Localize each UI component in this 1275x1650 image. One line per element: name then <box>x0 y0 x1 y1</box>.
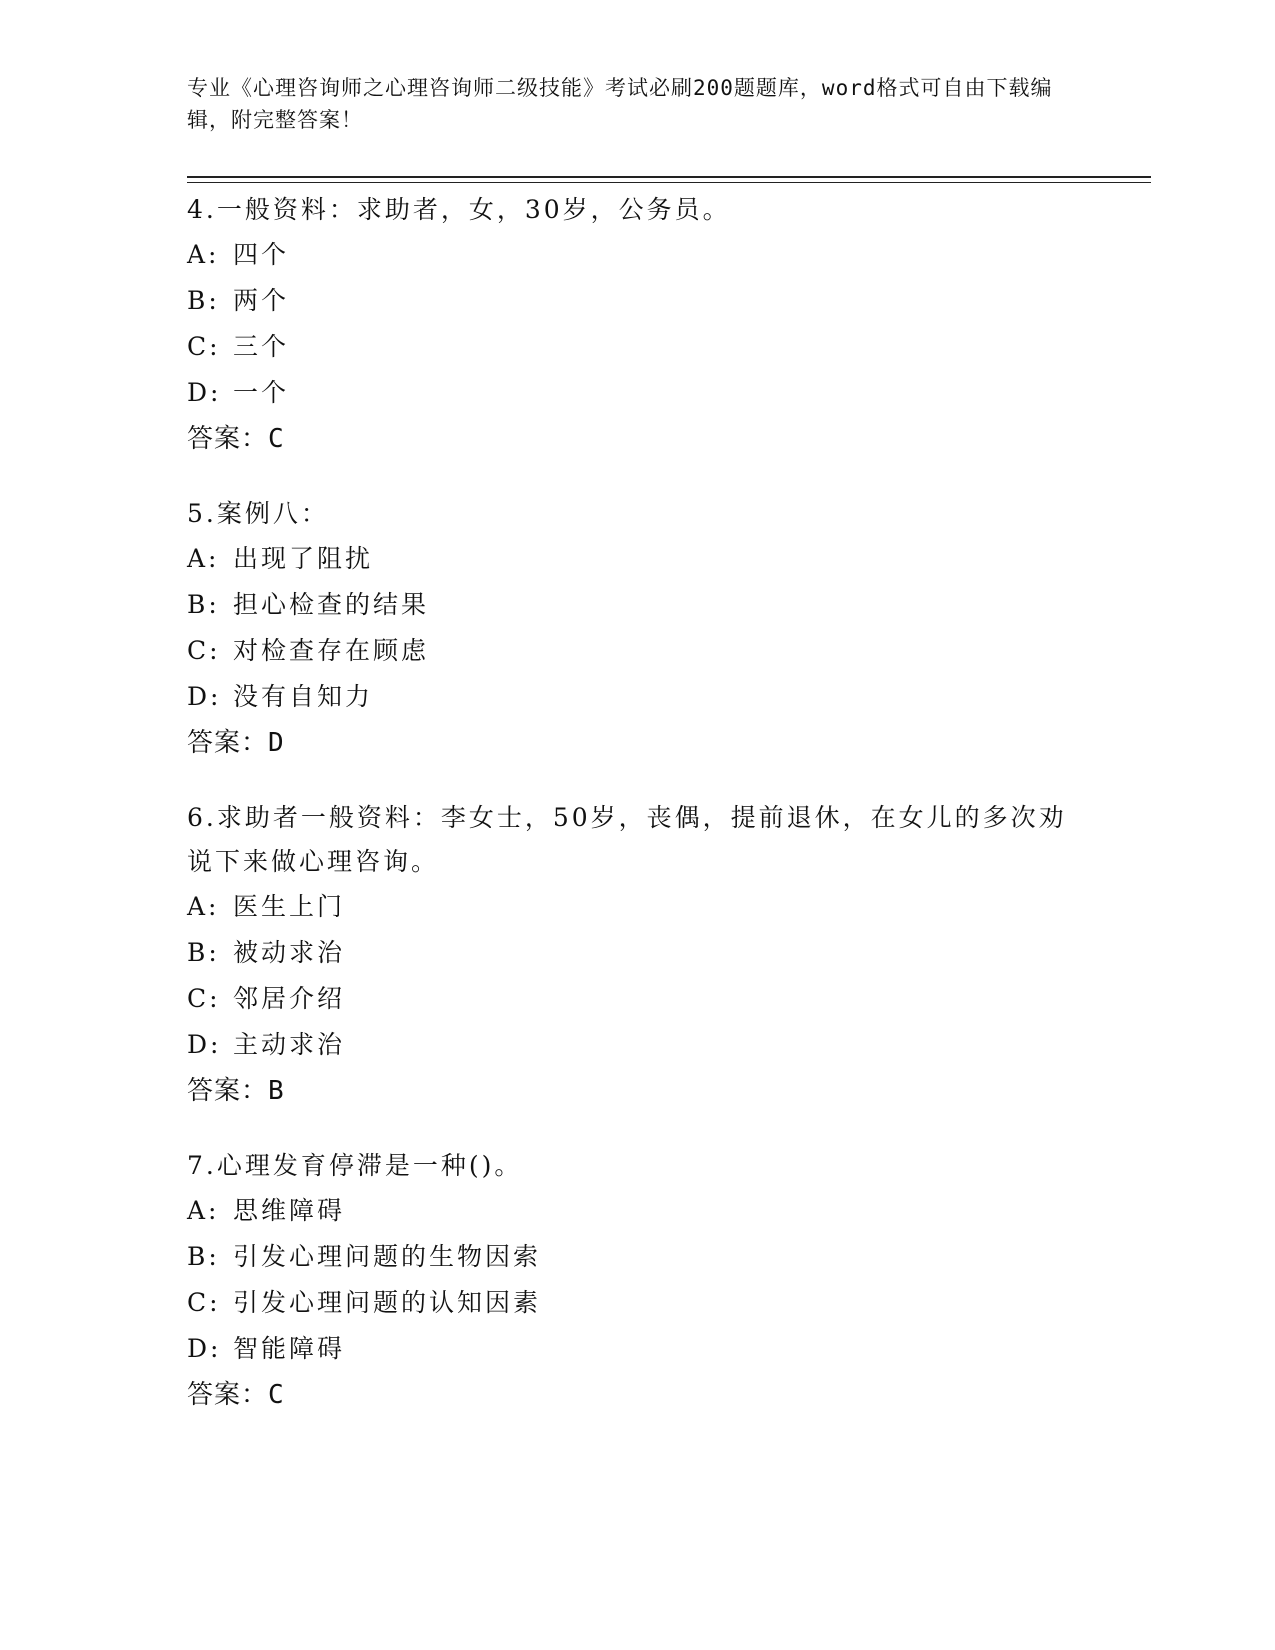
question-item <box>187 492 1087 766</box>
answer-value: C <box>268 424 285 454</box>
option-text: 两个 <box>233 286 290 315</box>
option-text: 主动求治 <box>233 1030 346 1059</box>
option-c <box>187 628 1087 674</box>
answer-line <box>187 416 1087 462</box>
option-text: 担心检查的结果 <box>233 590 430 619</box>
option-text: 引发心理问题的认知因素 <box>233 1288 542 1317</box>
option-letter: D: <box>187 378 222 407</box>
question-stem: 5.案例八： <box>187 499 329 528</box>
option-letter: C: <box>187 636 221 665</box>
answer-label: 答案： <box>187 1076 269 1106</box>
option-a <box>187 884 1087 930</box>
option-letter: A: <box>187 544 220 573</box>
option-letter: D: <box>187 1030 222 1059</box>
question-item <box>187 796 1087 1114</box>
option-b <box>187 930 1087 976</box>
option-a <box>187 536 1087 582</box>
answer-line <box>187 720 1087 766</box>
option-letter: A: <box>187 892 220 921</box>
option-text: 医生上门 <box>233 892 346 921</box>
answer-label: 答案： <box>187 424 269 454</box>
answer-line <box>187 1372 1087 1418</box>
option-d <box>187 1022 1087 1068</box>
option-text: 没有自知力 <box>233 682 374 711</box>
question-item <box>187 188 1087 462</box>
option-text: 对检查存在顾虑 <box>233 636 430 665</box>
option-text: 思维障碍 <box>233 1196 346 1225</box>
header-rule-thin <box>187 182 1151 183</box>
option-b <box>187 278 1087 324</box>
option-text: 三个 <box>233 332 290 361</box>
option-letter: D: <box>187 682 222 711</box>
option-letter: A: <box>187 1196 220 1225</box>
answer-label: 答案： <box>187 1380 269 1410</box>
answer-value: D <box>268 728 285 758</box>
option-text: 出现了阻扰 <box>233 544 374 573</box>
option-c <box>187 324 1087 370</box>
option-text: 被动求治 <box>233 938 346 967</box>
answer-label: 答案： <box>187 728 269 758</box>
option-letter: B: <box>187 286 220 315</box>
header-rule-thick <box>187 176 1151 178</box>
option-a <box>187 1188 1087 1234</box>
option-text: 引发心理问题的生物因索 <box>233 1242 542 1271</box>
option-c <box>187 1280 1087 1326</box>
question-item <box>187 1144 1087 1418</box>
option-letter: C: <box>187 1288 221 1317</box>
answer-value: B <box>268 1076 285 1106</box>
option-text: 邻居介绍 <box>233 984 346 1013</box>
option-letter: B: <box>187 1242 220 1271</box>
option-b <box>187 582 1087 628</box>
option-letter: A: <box>187 240 220 269</box>
option-text: 一个 <box>233 378 290 407</box>
option-letter: D: <box>187 1334 222 1363</box>
option-a <box>187 232 1087 278</box>
option-b <box>187 1234 1087 1280</box>
question-list <box>187 188 1087 1448</box>
answer-value: C <box>268 1380 285 1410</box>
option-letter: B: <box>187 938 220 967</box>
option-letter: B: <box>187 590 220 619</box>
answer-line <box>187 1068 1087 1114</box>
question-stem: 7.心理发育停滞是一种()。 <box>187 1151 523 1180</box>
question-stem: 4.一般资料：求助者，女，30岁，公务员。 <box>187 195 731 224</box>
option-text: 四个 <box>233 240 290 269</box>
question-stem: 6.求助者一般资料：李女士，50岁，丧偶，提前退休，在女儿的多次劝说下来做心理咨询。 <box>187 803 1067 876</box>
option-d <box>187 370 1087 416</box>
option-letter: C: <box>187 332 221 361</box>
option-c <box>187 976 1087 1022</box>
option-letter: C: <box>187 984 221 1013</box>
document-header: 专业《心理咨询师之心理咨询师二级技能》考试必刷200题题库，word格式可自由下载编辑，附完整答案！ <box>187 76 1053 132</box>
option-d <box>187 674 1087 720</box>
option-d <box>187 1326 1087 1372</box>
option-text: 智能障碍 <box>233 1334 346 1363</box>
